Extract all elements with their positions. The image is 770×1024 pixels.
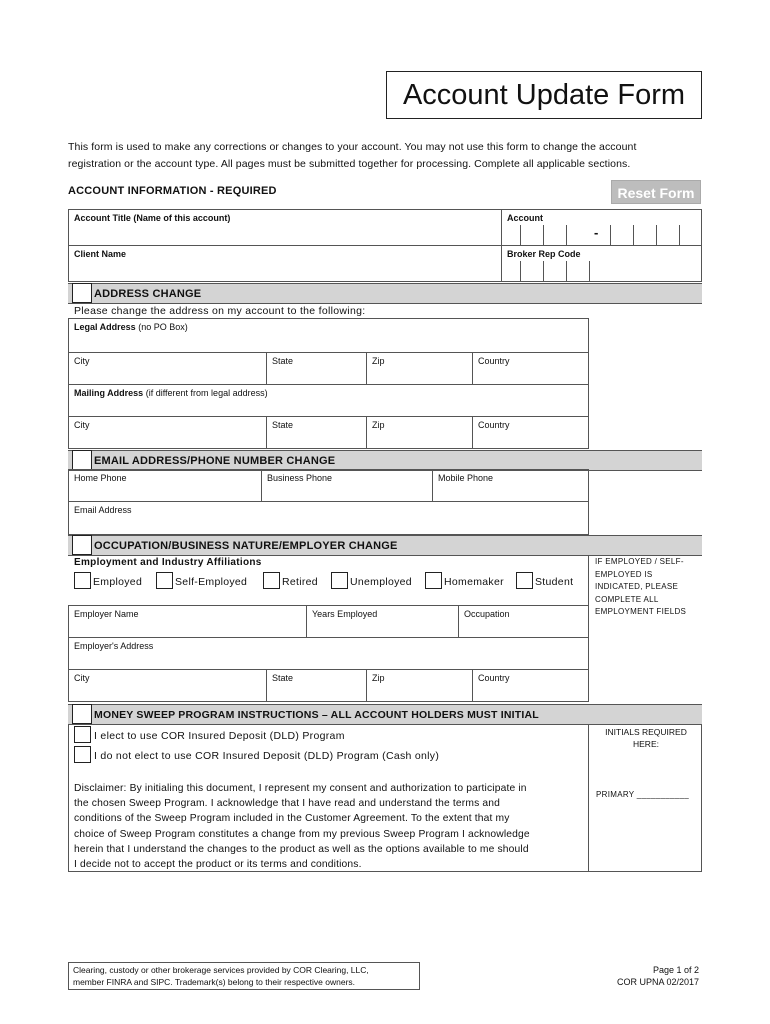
zip-label: Zip <box>372 673 385 683</box>
business-phone-field[interactable] <box>261 469 433 502</box>
state-label: State <box>272 356 294 366</box>
home-phone-label: Home Phone <box>74 473 127 483</box>
years-employed-field[interactable] <box>306 605 459 638</box>
not-elect-dld-label: I do not elect to use COR Insured Deposit (DLD) Program (Cash only) <box>94 750 440 762</box>
sweep-disclaimer <box>74 781 586 872</box>
state-label: State <box>272 673 294 683</box>
address-change-heading: ADDRESS CHANGE <box>94 288 202 300</box>
homemaker-checkbox[interactable] <box>425 572 442 589</box>
disclaimer-line: the chosen Sweep Program. I acknowledge that I have read and understand the terms and <box>74 798 501 810</box>
homemaker-label: Homemaker <box>444 576 504 588</box>
city-label: City <box>74 356 90 366</box>
unemployed-label: Unemployed <box>350 576 412 588</box>
form-code: COR UPNA 02/2017 <box>616 977 699 987</box>
footer-line-1: Clearing, custody or other brokerage services provided by COR Clearing, LLC, <box>73 965 369 975</box>
home-phone-field[interactable] <box>68 469 262 502</box>
legal-zip-field[interactable] <box>366 352 473 385</box>
business-phone-label: Business Phone <box>267 473 333 483</box>
student-checkbox[interactable] <box>516 572 533 589</box>
mailing-zip-field[interactable] <box>366 416 473 449</box>
contact-change-checkbox[interactable] <box>72 450 92 470</box>
email-address-label: Email Address <box>74 505 132 515</box>
legal-address-note: (no PO Box) <box>138 322 188 332</box>
legal-address-field[interactable] <box>68 318 589 353</box>
self-employed-checkbox[interactable] <box>156 572 173 589</box>
occupation-label: Occupation <box>464 609 510 619</box>
intro-text <box>68 139 708 173</box>
mailing-address-field[interactable] <box>68 384 589 417</box>
disclaimer-line: choice of Sweep Program constitutes a change from my previous Sweep Program I acknowledge <box>74 828 530 840</box>
employer-address-field[interactable] <box>68 637 589 670</box>
occupation-change-checkbox[interactable] <box>72 535 92 555</box>
employed-checkbox[interactable] <box>74 572 91 589</box>
elect-dld-label: I elect to use COR Insured Deposit (DLD) Program <box>94 730 345 742</box>
employer-country-field[interactable] <box>472 669 589 702</box>
zip-label: Zip <box>372 420 385 430</box>
mobile-phone-label: Mobile Phone <box>438 473 494 483</box>
mobile-phone-field[interactable] <box>432 469 589 502</box>
employment-note: IF EMPLOYED / SELF-EMPLOYED IS INDICATED, PLEASE COMPLETE ALL EMPLOYMENT FIELDS <box>595 557 687 616</box>
retired-label: Retired <box>282 576 318 588</box>
account-dash: - <box>594 225 599 240</box>
employer-address-label: Employer's Address <box>74 641 154 651</box>
employed-label: Employed <box>93 576 143 588</box>
intro-line-1: This form is used to make any corrections or changes to your account. You may not use this form to change the account <box>68 141 637 153</box>
not-elect-dld-checkbox[interactable] <box>74 746 91 763</box>
account-info-heading: ACCOUNT INFORMATION - REQUIRED <box>68 185 277 197</box>
account-number-field[interactable] <box>501 209 702 246</box>
unemployed-checkbox[interactable] <box>331 572 348 589</box>
employer-city-field[interactable] <box>68 669 267 702</box>
account-label: Account <box>507 213 543 223</box>
intro-line-2: registration or the account type. All pages must be submitted together for processing. Complete all applicable sections. <box>68 158 631 170</box>
broker-rep-code-field[interactable] <box>501 245 702 282</box>
legal-state-field[interactable] <box>266 352 367 385</box>
elect-dld-checkbox[interactable] <box>74 726 91 743</box>
occupation-field[interactable] <box>458 605 589 638</box>
reset-form-button[interactable]: Reset Form <box>611 180 701 204</box>
retired-checkbox[interactable] <box>263 572 280 589</box>
footer-page-info <box>560 964 699 988</box>
disclaimer-line: Disclaimer: By initialing this document, I represent my consent and authorization to participate in <box>74 783 527 794</box>
city-label: City <box>74 420 90 430</box>
mailing-country-field[interactable] <box>472 416 589 449</box>
legal-country-field[interactable] <box>472 352 589 385</box>
mailing-address-label: Mailing Address <box>74 388 144 398</box>
country-label: Country <box>478 673 510 683</box>
mailing-city-field[interactable] <box>68 416 267 449</box>
address-instruction: Please change the address on my account to the following: <box>74 305 366 317</box>
affiliations-label: Employment and Industry Affiliations <box>74 557 262 568</box>
country-label: Country <box>478 356 510 366</box>
broker-rep-label: Broker Rep Code <box>507 249 581 259</box>
years-employed-label: Years Employed <box>312 609 378 619</box>
client-name-label: Client Name <box>74 249 127 259</box>
address-change-checkbox[interactable] <box>72 283 92 303</box>
email-address-field[interactable] <box>68 501 589 535</box>
account-title-field[interactable] <box>68 209 502 246</box>
employer-zip-field[interactable] <box>366 669 473 702</box>
city-label: City <box>74 673 90 683</box>
student-label: Student <box>535 576 574 588</box>
legal-address-label: Legal Address <box>74 322 136 332</box>
sweep-heading: MONEY SWEEP PROGRAM INSTRUCTIONS – ALL ACCOUNT HOLDERS MUST INITIAL <box>94 709 539 721</box>
sweep-checkbox[interactable] <box>72 704 92 724</box>
country-label: Country <box>478 420 510 430</box>
zip-label: Zip <box>372 356 385 366</box>
self-employed-label: Self-Employed <box>175 576 248 588</box>
sweep-divider <box>588 724 589 872</box>
account-title-label: Account Title (Name of this account) <box>74 213 231 223</box>
employer-name-label: Employer Name <box>74 609 139 619</box>
disclaimer-line: I decide not to accept the product or its terms and conditions. <box>74 859 362 871</box>
state-label: State <box>272 420 294 430</box>
footer-disclosure <box>68 962 420 990</box>
employment-note-column <box>588 555 702 701</box>
initials-required-note: INITIALS REQUIRED HERE: <box>605 727 687 749</box>
contact-change-heading: EMAIL ADDRESS/PHONE NUMBER CHANGE <box>94 455 336 467</box>
employer-state-field[interactable] <box>266 669 367 702</box>
client-name-field[interactable] <box>68 245 502 282</box>
disclaimer-line: conditions of the Sweep Program included in the Customer Agreement. To the extent that my <box>74 813 510 825</box>
employer-name-field[interactable] <box>68 605 307 638</box>
disclaimer-line: herein that I understand the changes to the product as well as the options available to me should <box>74 843 529 855</box>
legal-city-field[interactable] <box>68 352 267 385</box>
occupation-change-heading: OCCUPATION/BUSINESS NATURE/EMPLOYER CHANGE <box>94 540 398 552</box>
footer-line-2: member FINRA and SIPC. Trademark(s) belong to their respective owners. <box>73 977 356 987</box>
mailing-state-field[interactable] <box>266 416 367 449</box>
form-title: Account Update Form <box>386 71 702 119</box>
page-number: Page 1 of 2 <box>652 965 699 975</box>
mailing-address-note: (if different from legal address) <box>145 388 268 398</box>
primary-initial-field[interactable]: PRIMARY ___________ <box>596 790 690 799</box>
